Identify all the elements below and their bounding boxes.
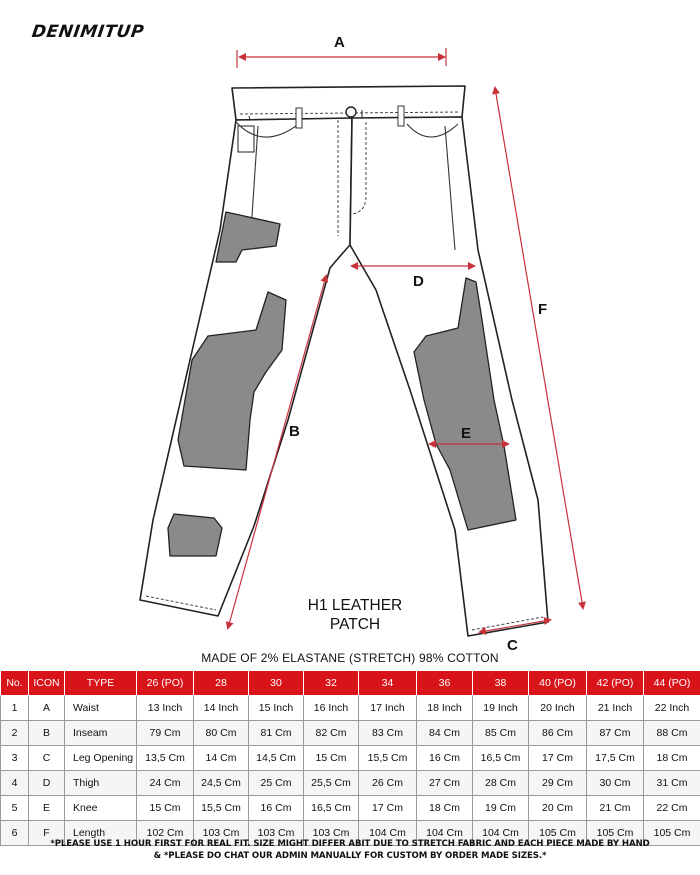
row-id-cell: 5	[1, 796, 29, 821]
column-header: No.	[1, 671, 29, 696]
size-value-cell: 17,5 Cm	[587, 746, 644, 771]
size-value-cell: 82 Cm	[304, 721, 359, 746]
size-value-cell: 13,5 Cm	[137, 746, 194, 771]
product-title-line1: H1 LEATHER	[307, 597, 403, 614]
row-id-cell: D	[29, 771, 65, 796]
note-line-1: *PLEASE USE 1 HOUR FIRST FOR REAL FIT. SIZE MIGHT DIFFER ABIT DUE TO STRETCH FABRIC AND EACH PIECE MADE BY HAND	[50, 839, 650, 849]
size-value-cell: 20 Inch	[529, 696, 587, 721]
size-value-cell: 21 Inch	[587, 696, 644, 721]
measurement-type: Leg Opening	[65, 746, 137, 771]
row-id-cell: 2	[1, 721, 29, 746]
column-header: 28	[194, 671, 249, 696]
size-value-cell: 16 Cm	[417, 746, 473, 771]
material-info: MADE OF 2% ELASTANE (STRETCH) 98% COTTON	[201, 651, 499, 665]
size-value-cell: 19 Cm	[473, 796, 529, 821]
table-row	[1, 696, 700, 721]
row-id-cell: F	[29, 821, 65, 846]
size-value-cell: 105 Cm	[529, 821, 587, 846]
size-value-cell: 16 Inch	[304, 696, 359, 721]
size-value-cell: 24,5 Cm	[194, 771, 249, 796]
measurement-type: Waist	[65, 696, 137, 721]
size-value-cell: 88 Cm	[644, 721, 700, 746]
column-header: 30	[249, 671, 304, 696]
row-id-cell: E	[29, 796, 65, 821]
size-value-cell: 105 Cm	[644, 821, 700, 846]
size-value-cell: 104 Cm	[359, 821, 417, 846]
column-header: 44 (PO)	[644, 671, 700, 696]
table-row	[1, 746, 700, 771]
column-header: 42 (PO)	[587, 671, 644, 696]
size-value-cell: 20 Cm	[529, 796, 587, 821]
size-value-cell: 15 Cm	[304, 746, 359, 771]
size-value-cell: 21 Cm	[587, 796, 644, 821]
table-row	[1, 771, 700, 796]
size-value-cell: 25 Cm	[249, 771, 304, 796]
row-id-cell: 6	[1, 821, 29, 846]
size-value-cell: 25,5 Cm	[304, 771, 359, 796]
size-value-cell: 104 Cm	[417, 821, 473, 846]
dimension-label-c: C	[507, 637, 518, 650]
column-header: 38	[473, 671, 529, 696]
brand-logo: DENIMITUP	[30, 22, 146, 42]
size-value-cell: 16,5 Cm	[304, 796, 359, 821]
size-value-cell: 87 Cm	[587, 721, 644, 746]
measurement-type: Thigh	[65, 771, 137, 796]
size-value-cell: 103 Cm	[249, 821, 304, 846]
size-value-cell: 30 Cm	[587, 771, 644, 796]
notes	[0, 838, 700, 862]
size-value-cell: 85 Cm	[473, 721, 529, 746]
product-title-line2: PATCH	[329, 616, 381, 633]
measurement-type: Inseam	[65, 721, 137, 746]
size-value-cell: 14 Inch	[194, 696, 249, 721]
size-value-cell: 14,5 Cm	[249, 746, 304, 771]
size-value-cell: 15,5 Cm	[359, 746, 417, 771]
row-id-cell: B	[29, 721, 65, 746]
size-value-cell: 84 Cm	[417, 721, 473, 746]
column-header: 40 (PO)	[529, 671, 587, 696]
size-value-cell: 15 Cm	[137, 796, 194, 821]
size-value-cell: 15 Inch	[249, 696, 304, 721]
column-header: ICON	[29, 671, 65, 696]
measurement-type: Length	[65, 821, 137, 846]
size-value-cell: 18 Cm	[417, 796, 473, 821]
size-value-cell: 15,5 Cm	[194, 796, 249, 821]
size-value-cell: 83 Cm	[359, 721, 417, 746]
size-table-header	[1, 671, 700, 696]
column-header: 26 (PO)	[137, 671, 194, 696]
row-id-cell: 1	[1, 696, 29, 721]
size-value-cell: 16 Cm	[249, 796, 304, 821]
size-value-cell: 27 Cm	[417, 771, 473, 796]
size-value-cell: 86 Cm	[529, 721, 587, 746]
row-id-cell: A	[29, 696, 65, 721]
size-value-cell: 18 Cm	[644, 746, 700, 771]
size-value-cell: 24 Cm	[137, 771, 194, 796]
size-value-cell: 105 Cm	[587, 821, 644, 846]
size-value-cell: 17 Inch	[359, 696, 417, 721]
product-title	[300, 596, 410, 634]
size-value-cell: 26 Cm	[359, 771, 417, 796]
column-header: 36	[417, 671, 473, 696]
size-value-cell: 14 Cm	[194, 746, 249, 771]
row-id-cell: 4	[1, 771, 29, 796]
measurement-type: Knee	[65, 796, 137, 821]
size-value-cell: 79 Cm	[137, 721, 194, 746]
size-value-cell: 28 Cm	[473, 771, 529, 796]
dimension-label-b: B	[289, 423, 300, 440]
column-header: 32	[304, 671, 359, 696]
size-value-cell: 17 Cm	[529, 746, 587, 771]
dimension-label-a: A	[334, 34, 345, 51]
dimension-label-f: F	[538, 301, 548, 318]
column-header: 34	[359, 671, 417, 696]
size-table	[0, 670, 700, 846]
size-value-cell: 17 Cm	[359, 796, 417, 821]
dimension-label-e: E	[461, 425, 472, 442]
size-value-cell: 29 Cm	[529, 771, 587, 796]
size-value-cell: 22 Cm	[644, 796, 700, 821]
row-id-cell: C	[29, 746, 65, 771]
size-value-cell: 31 Cm	[644, 771, 700, 796]
size-value-cell: 104 Cm	[473, 821, 529, 846]
size-value-cell: 80 Cm	[194, 721, 249, 746]
table-row	[1, 796, 700, 821]
column-header: TYPE	[65, 671, 137, 696]
size-value-cell: 22 Inch	[644, 696, 700, 721]
size-value-cell: 18 Inch	[417, 696, 473, 721]
size-value-cell: 102 Cm	[137, 821, 194, 846]
size-value-cell: 103 Cm	[304, 821, 359, 846]
size-value-cell: 19 Inch	[473, 696, 529, 721]
note-line-2: & *PLEASE DO CHAT OUR ADMIN MANUALLY FOR CUSTOM BY ORDER MADE SIZES.*	[153, 851, 547, 861]
size-value-cell: 16,5 Cm	[473, 746, 529, 771]
dimension-label-d: D	[413, 273, 424, 290]
table-row	[1, 721, 700, 746]
size-value-cell: 81 Cm	[249, 721, 304, 746]
button-icon	[346, 107, 356, 117]
row-id-cell: 3	[1, 746, 29, 771]
size-value-cell: 103 Cm	[194, 821, 249, 846]
size-value-cell: 13 Inch	[137, 696, 194, 721]
